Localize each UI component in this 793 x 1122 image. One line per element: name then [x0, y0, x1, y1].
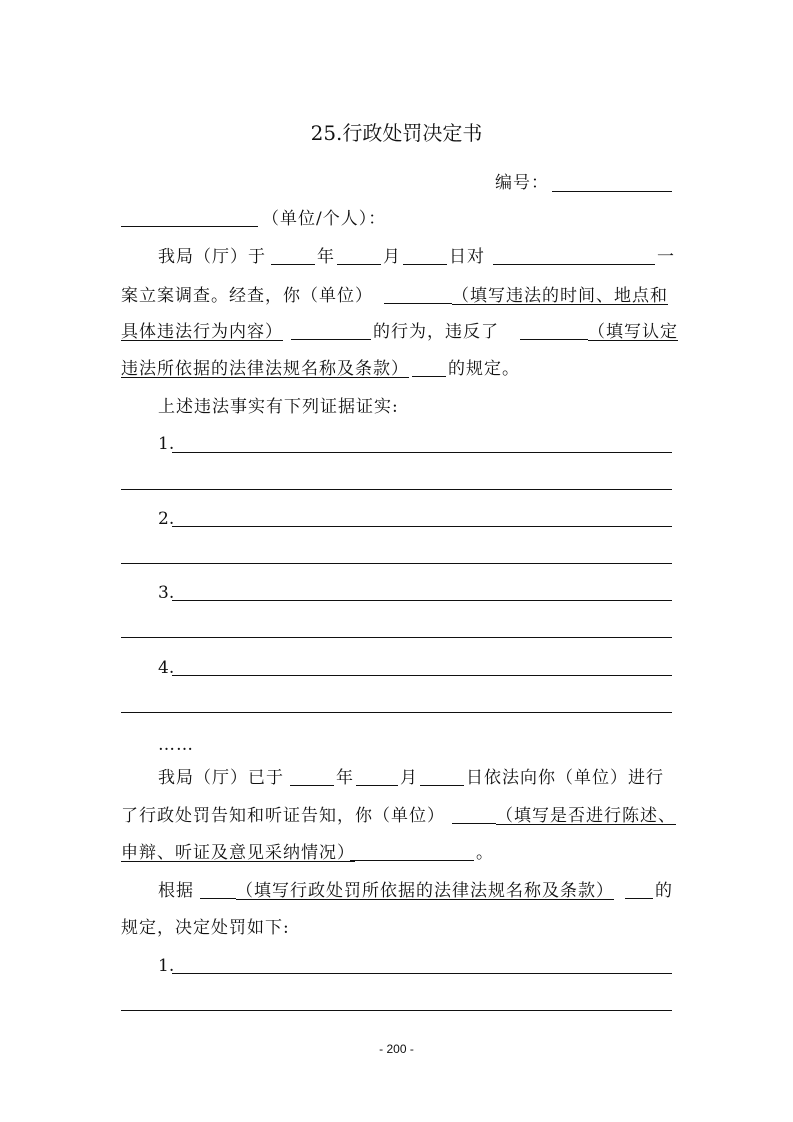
- addressee-suffix: （单位/个人）：: [262, 209, 387, 229]
- yi-char: 一: [657, 247, 675, 267]
- serial-label: 编号：: [495, 173, 549, 193]
- day-blank[interactable]: [403, 264, 447, 265]
- para1-line3-mid: 的行为，违反了: [373, 322, 499, 342]
- notice-year-blank[interactable]: [290, 785, 334, 786]
- law-blank-b[interactable]: [412, 376, 446, 377]
- evidence-item-1-continuation[interactable]: [121, 489, 672, 490]
- penalty-item-1-number: 1.: [158, 956, 175, 976]
- para2-line1-end: 日依法向你（单位）进行: [466, 768, 664, 788]
- hint-violation-a: （填写违法的时间、地点和: [452, 286, 668, 306]
- penalty-item-1-line[interactable]: [172, 973, 672, 974]
- evidence-item-2-continuation[interactable]: [121, 563, 672, 564]
- hint-law-b: 违法所依据的法律法规名称及条款）: [121, 359, 409, 379]
- month-blank[interactable]: [337, 264, 381, 265]
- notice-day-blank[interactable]: [420, 785, 464, 786]
- year-blank[interactable]: [271, 264, 315, 265]
- hint-statement-a: （填写是否进行陈述、: [496, 806, 676, 826]
- evidence-item-1-number: 1.: [158, 434, 175, 454]
- para3-line1-start: 根据: [158, 881, 194, 901]
- para1-line2-start: 案立案调查。经查，你（单位）: [121, 286, 373, 306]
- penalty-item-1-continuation[interactable]: [121, 1010, 672, 1011]
- hint-penalty-law: （填写行政处罚所依据的法律法规名称及条款）: [236, 881, 614, 901]
- para3-line1-end: 的: [655, 881, 673, 901]
- violation-blank-a[interactable]: [384, 303, 452, 304]
- page-title: 25.行政处罚决定书: [310, 121, 483, 145]
- notice-month-label: 月: [400, 768, 418, 788]
- para1-line1-start: 我局（厅）于: [158, 247, 266, 267]
- day-to-label: 日对: [449, 247, 485, 267]
- page-number: - 200 -: [379, 1042, 414, 1056]
- evidence-item-1-line[interactable]: [172, 452, 672, 453]
- evidence-item-4-line[interactable]: [172, 675, 672, 676]
- statement-blank-b[interactable]: [350, 860, 474, 861]
- para3-line2: 规定，决定处罚如下:: [121, 918, 290, 938]
- addressee-blank[interactable]: [121, 226, 258, 227]
- para1-line4-end: 的规定。: [448, 359, 520, 379]
- violation-blank-b[interactable]: [291, 339, 371, 340]
- hint-violation-b: 具体违法行为内容）: [121, 322, 283, 342]
- evidence-item-3-line[interactable]: [172, 600, 672, 601]
- hint-statement-b: 申辩、听证及意见采纳情况）: [121, 843, 355, 863]
- penalty-law-blank-b[interactable]: [625, 898, 653, 899]
- case-name-blank[interactable]: [493, 264, 655, 265]
- penalty-law-blank-a[interactable]: [200, 898, 236, 899]
- hint-law-a: （填写认定: [588, 322, 678, 342]
- month-label: 月: [383, 247, 401, 267]
- year-label: 年: [317, 247, 335, 267]
- para2-line3-end: 。: [476, 843, 494, 863]
- notice-month-blank[interactable]: [356, 785, 398, 786]
- evidence-item-2-number: 2.: [158, 509, 175, 529]
- para2-line2-start: 了行政处罚告知和听证告知，你（单位）: [121, 806, 445, 826]
- statement-blank-a[interactable]: [452, 823, 496, 824]
- evidence-item-4-number: 4.: [158, 658, 175, 678]
- evidence-intro: 上述违法事实有下列证据证实:: [158, 397, 399, 417]
- law-blank-a[interactable]: [520, 339, 588, 340]
- para2-line1-start: 我局（厅）已于: [158, 768, 284, 788]
- evidence-item-3-continuation[interactable]: [121, 637, 672, 638]
- notice-year-label: 年: [336, 768, 354, 788]
- evidence-item-4-continuation[interactable]: [121, 712, 672, 713]
- evidence-item-2-line[interactable]: [172, 526, 672, 527]
- ellipsis: ……: [158, 735, 194, 755]
- serial-blank[interactable]: [552, 191, 672, 192]
- evidence-item-3-number: 3.: [158, 583, 175, 603]
